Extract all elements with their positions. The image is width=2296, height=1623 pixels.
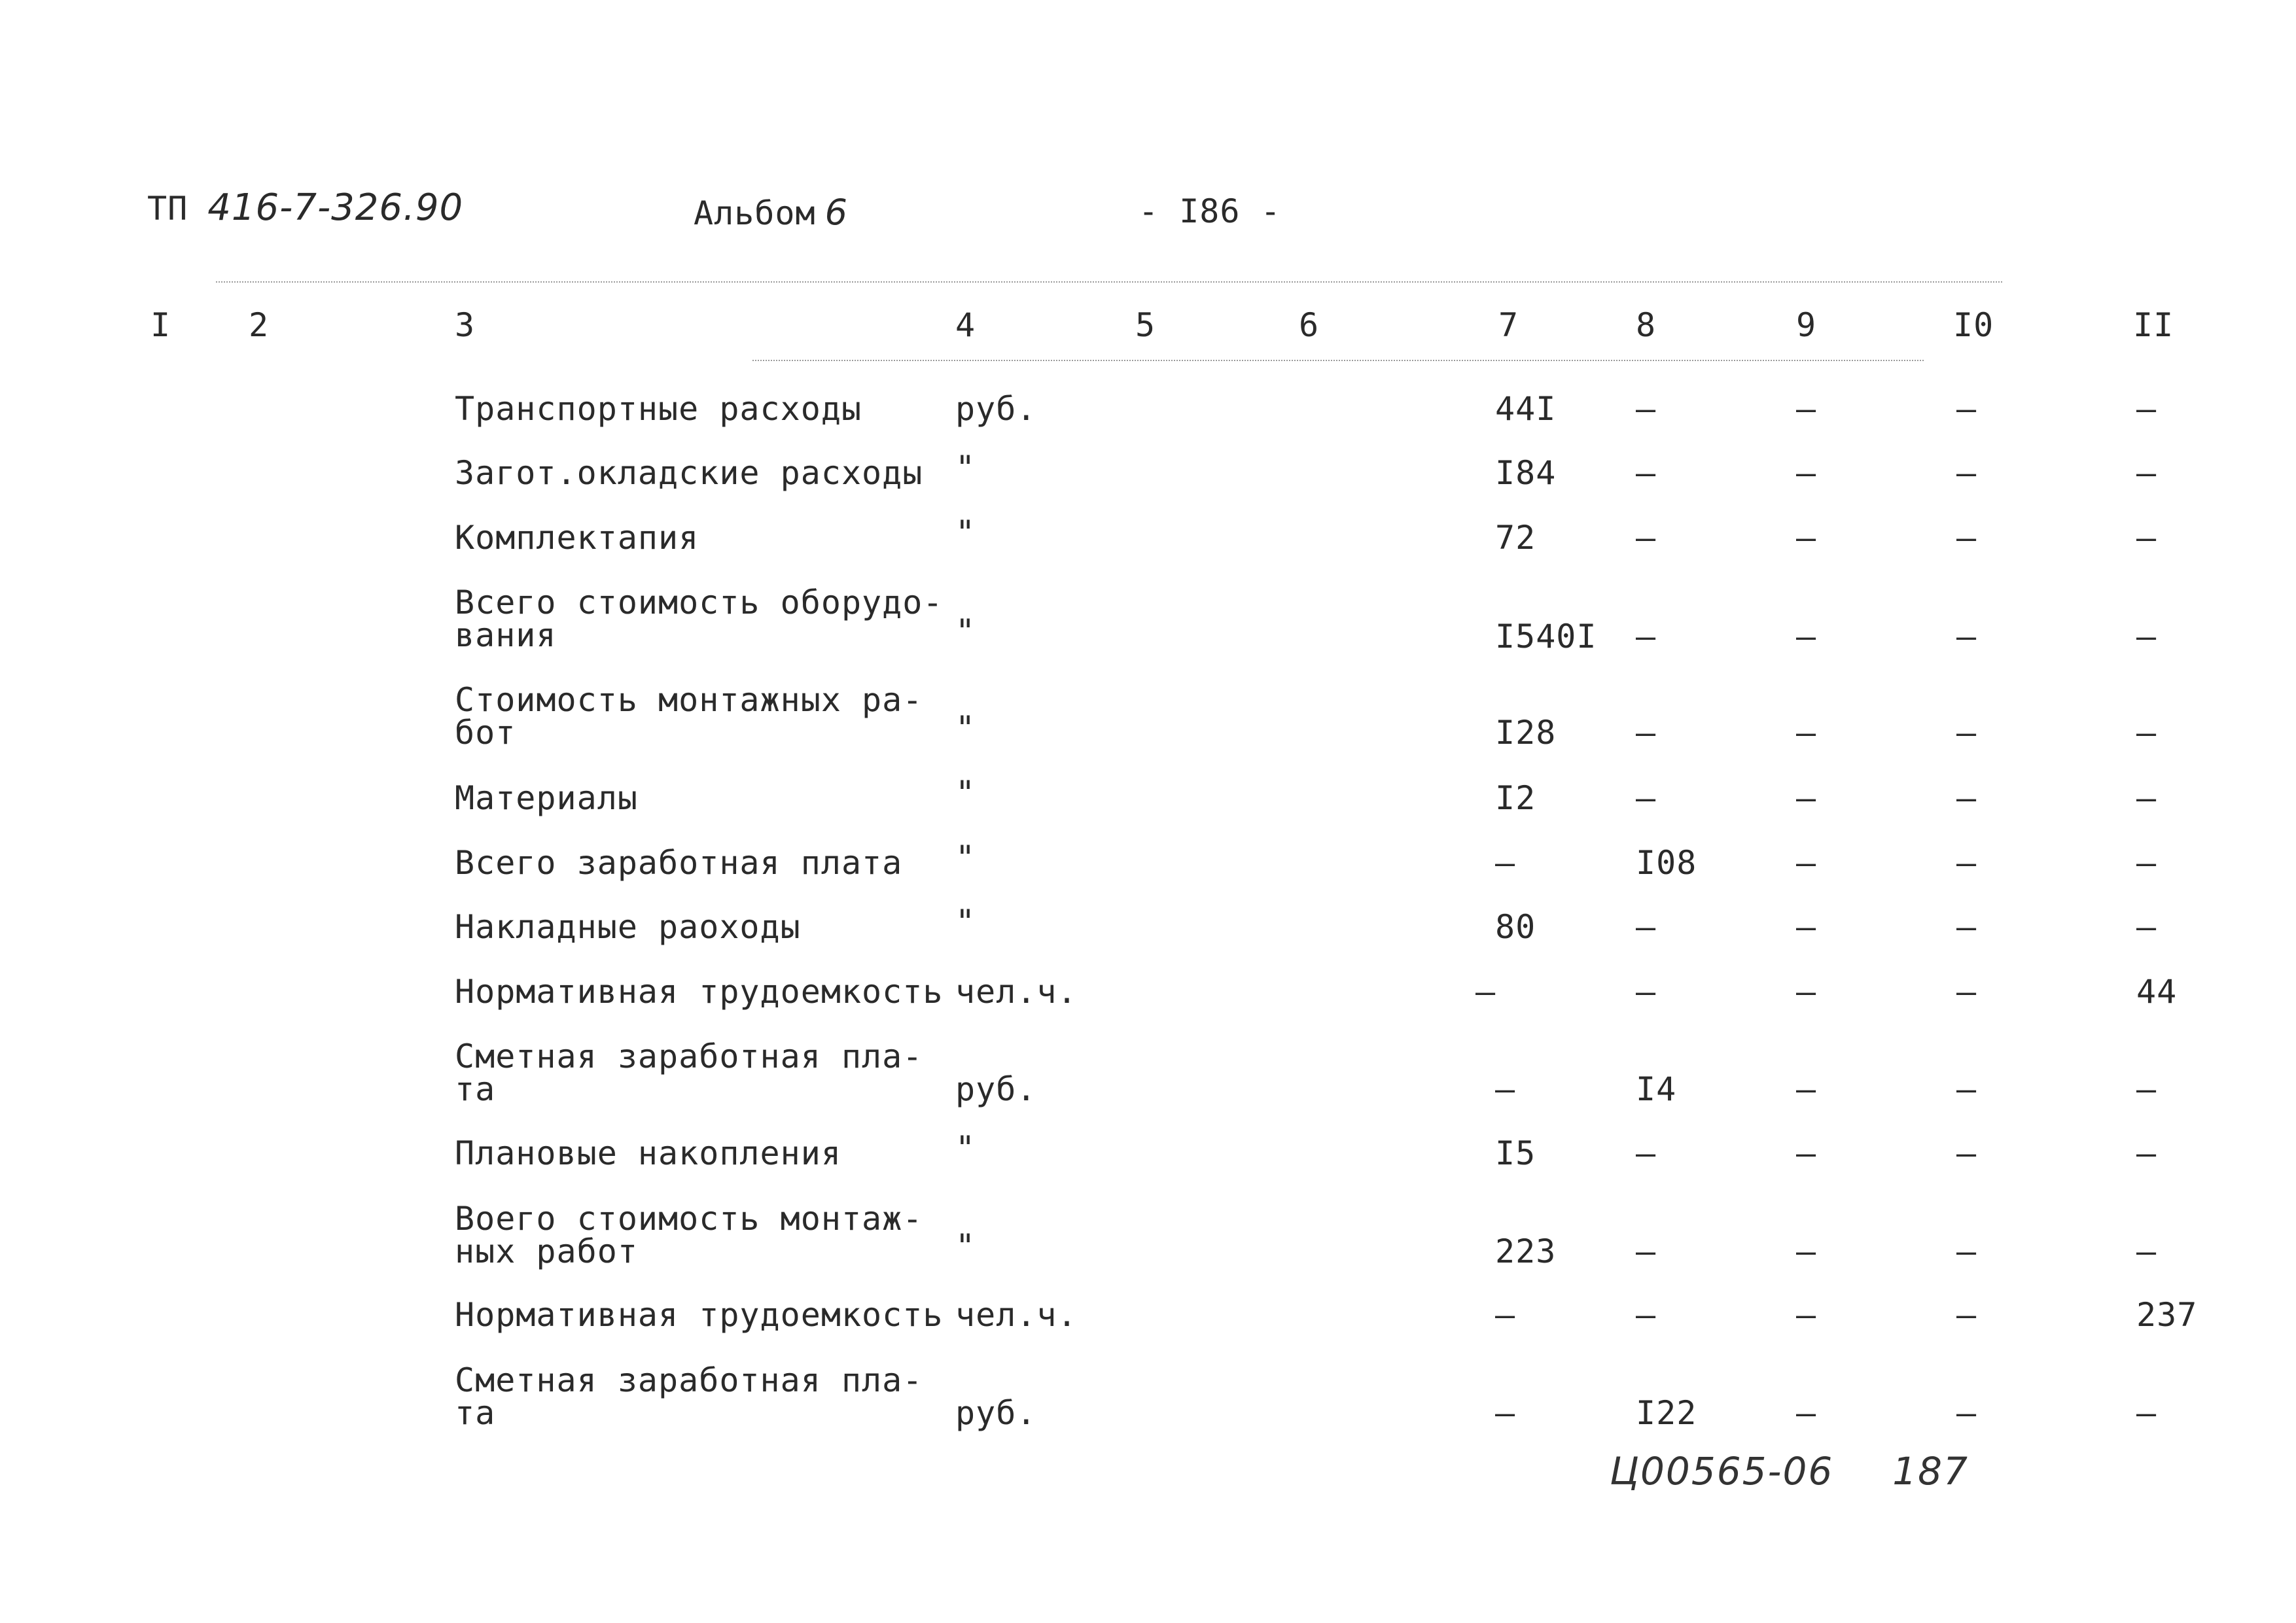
row-col8: – [1636, 908, 1657, 946]
code-number: 416-7-326.90 [207, 186, 464, 229]
column-number-3: 3 [455, 306, 476, 344]
row-col11: – [2136, 1070, 2157, 1108]
row-col9: – [1796, 973, 1817, 1011]
row-col9: – [1796, 714, 1817, 752]
row-col8: – [1636, 618, 1657, 655]
row-col8: – [1636, 973, 1657, 1011]
row-col10: – [1956, 1296, 1977, 1334]
row-col11: – [2136, 519, 2157, 557]
column-number-9: 9 [1796, 306, 1817, 344]
row-description: Материалы [455, 779, 638, 817]
row-description: Воего стоимость монтаж- [455, 1200, 923, 1238]
row-unit: руб. [955, 390, 1037, 428]
column-number-6: 6 [1299, 306, 1320, 344]
row-col8: I4 [1636, 1070, 1677, 1108]
row-col9: – [1796, 779, 1817, 817]
row-description: Сметная заработная пла- [455, 1038, 923, 1075]
row-unit: руб. [955, 1070, 1037, 1108]
album-number: 6 [824, 192, 848, 233]
row-col10: – [1956, 1232, 1977, 1270]
row-col8: – [1636, 1232, 1657, 1270]
row-col7: – [1495, 1296, 1516, 1334]
row-col9: – [1796, 1394, 1817, 1432]
row-col8: – [1636, 714, 1657, 752]
album-label-group [694, 192, 848, 233]
row-col8: I08 [1636, 844, 1697, 882]
column-number-2: 2 [249, 306, 270, 344]
archive-number: Ц00565-06 [1610, 1449, 1834, 1493]
row-unit: " [955, 1129, 976, 1167]
row-unit: " [955, 839, 976, 877]
row-col9: – [1796, 390, 1817, 428]
row-col7: 80 [1495, 908, 1536, 946]
row-col7: – [1475, 973, 1496, 1011]
column-number-5: 5 [1135, 306, 1156, 344]
row-col9: – [1796, 618, 1817, 655]
row-unit: " [955, 449, 976, 487]
row-unit: " [955, 612, 976, 650]
row-col10: – [1956, 779, 1977, 817]
row-col10: – [1956, 1394, 1977, 1432]
row-col11: – [2136, 1134, 2157, 1172]
row-col10: – [1956, 1134, 1977, 1172]
row-col11: – [2136, 454, 2157, 492]
row-unit: " [955, 514, 976, 551]
row-col7: I28 [1495, 714, 1557, 752]
row-col7: 72 [1495, 519, 1536, 557]
row-col8: I22 [1636, 1394, 1697, 1432]
row-unit: " [955, 903, 976, 941]
row-col7: 223 [1495, 1232, 1557, 1270]
row-col9: – [1796, 1296, 1817, 1334]
row-description: Транспортные расходы [455, 390, 862, 428]
row-col11: – [2136, 390, 2157, 428]
row-description: Всего заработная плата [455, 844, 903, 882]
row-col8: – [1636, 779, 1657, 817]
row-col10: – [1956, 1070, 1977, 1108]
row-col10: – [1956, 908, 1977, 946]
row-unit: руб. [955, 1394, 1037, 1432]
row-col8: – [1636, 390, 1657, 428]
row-col8: – [1636, 1134, 1657, 1172]
row-col11: – [2136, 844, 2157, 882]
row-description: Нормативная трудоемкость [455, 973, 944, 1011]
row-description: Всего стоимость оборудо- [455, 584, 944, 621]
row-col10: – [1956, 519, 1977, 557]
album-label: Альбом [694, 194, 816, 232]
row-col7: 44I [1495, 390, 1557, 428]
column-number-1: I [150, 306, 171, 344]
row-col9: – [1796, 908, 1817, 946]
row-col11: – [2136, 908, 2157, 946]
header-rule [216, 281, 2002, 283]
row-col7: – [1495, 1394, 1516, 1432]
column-number-11: II [2133, 306, 2174, 344]
sheet-number: 187 [1892, 1449, 1969, 1493]
row-col11: – [2136, 618, 2157, 655]
row-col9: – [1796, 844, 1817, 882]
row-col10: – [1956, 618, 1977, 655]
row-description: Сметная заработная пла- [455, 1361, 923, 1399]
row-col9: – [1796, 1134, 1817, 1172]
row-col9: – [1796, 519, 1817, 557]
row-col11: – [2136, 1232, 2157, 1270]
row-description: Плановые накопления [455, 1134, 841, 1172]
row-col10: – [1956, 390, 1977, 428]
row-description: Накладные раоходы [455, 908, 801, 946]
row-col7: – [1495, 1070, 1516, 1108]
row-col7: – [1495, 844, 1516, 882]
row-description-continued: та [455, 1394, 496, 1432]
row-description: Загот.окладские расходы [455, 454, 923, 492]
column-number-4: 4 [955, 306, 976, 344]
row-description-continued: та [455, 1070, 496, 1108]
page-number: - I86 - [1139, 192, 1281, 230]
row-col8: – [1636, 1296, 1657, 1334]
row-col8: – [1636, 519, 1657, 557]
row-unit: " [955, 1227, 976, 1265]
row-col11: – [2136, 714, 2157, 752]
row-col7: I2 [1495, 779, 1536, 817]
archive-stamp [1610, 1449, 1969, 1493]
row-description-continued: бот [455, 714, 516, 752]
column-header-rule [752, 360, 1924, 361]
document-code [147, 186, 464, 229]
row-col7: I84 [1495, 454, 1557, 492]
row-unit: " [955, 709, 976, 747]
column-number-8: 8 [1636, 306, 1657, 344]
row-col9: – [1796, 454, 1817, 492]
row-col9: – [1796, 1070, 1817, 1108]
code-prefix: ТП [147, 190, 188, 228]
row-description-continued: вания [455, 616, 557, 654]
row-col7: I540I [1495, 618, 1597, 655]
row-col11: – [2136, 779, 2157, 817]
row-description: Комплектапия [455, 519, 699, 557]
row-col11: – [2136, 1394, 2157, 1432]
row-col9: – [1796, 1232, 1817, 1270]
row-unit: чел.ч. [955, 1296, 1078, 1334]
row-col11: 237 [2136, 1296, 2198, 1334]
row-col10: – [1956, 844, 1977, 882]
row-col10: – [1956, 973, 1977, 1011]
row-unit: " [955, 774, 976, 812]
row-col7: I5 [1495, 1134, 1536, 1172]
row-description: Нормативная трудоемкость [455, 1296, 944, 1334]
row-description: Стоимость монтажных ра- [455, 681, 923, 719]
row-unit: чел.ч. [955, 973, 1078, 1011]
column-number-10: I0 [1953, 306, 1994, 344]
row-col10: – [1956, 714, 1977, 752]
column-number-7: 7 [1498, 306, 1519, 344]
row-description-continued: ных работ [455, 1232, 638, 1270]
row-col8: – [1636, 454, 1657, 492]
row-col10: – [1956, 454, 1977, 492]
row-col11: 44 [2136, 973, 2178, 1011]
